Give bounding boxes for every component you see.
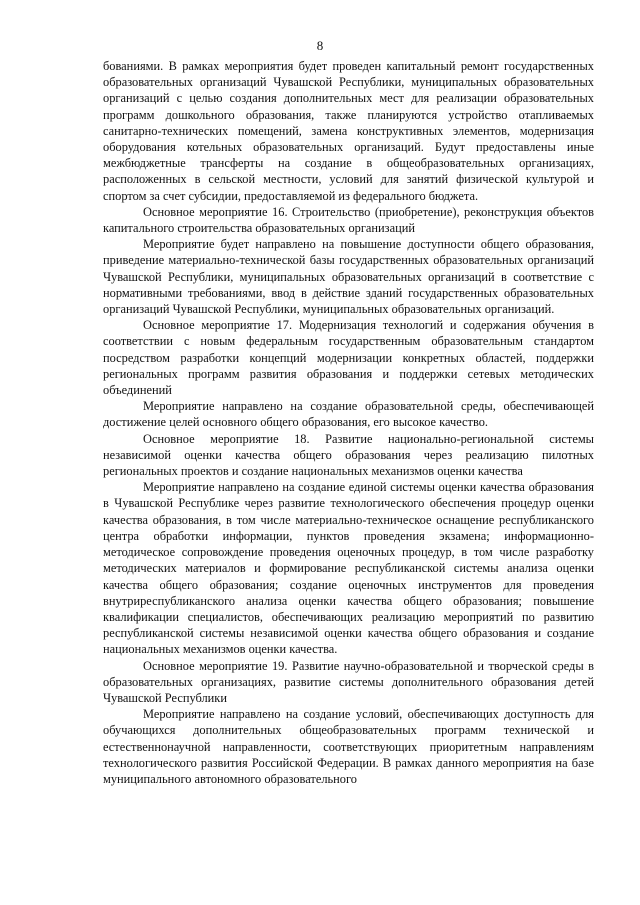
page-number: 8 [316, 38, 324, 53]
paragraph-measure-17-description: Мероприятие направлено на создание образовательной среды, обеспечивающей достижение целей основного общего образования, его высокое качество. [103, 399, 594, 430]
paragraph-continuation: бованиями. В рамках мероприятия будет проведен капитальный ремонт государственных образовательных организаций Чувашской Республики, муниципальных образовательных организаций с целью создания дополнительных мест для реализации образовательных программ дошкольного образования, также планируются устройство отапливаемых санитарно-технических помещений, замена конструктивных элементов, модернизация оборудования котельных образовательных организаций. Будут предоставлены иные межбюджетные трансферты на создание в общеобразовательных организациях, расположенных в сельской местности, условий для занятий физической культурой и спортом за счет субсидии, предоставляемой из федерального бюджета. [103, 59, 594, 203]
paragraph-measure-19-heading: Основное мероприятие 19. Развитие научно-образовательной и творческой среды в образовательных организациях, развитие системы дополнительного образования детей Чувашской Республики [103, 658, 594, 705]
paragraph-measure-18-heading: Основное мероприятие 18. Развитие национально-региональной системы независимой оценки качества общего образования через реализацию пилотных региональных проектов и создание национальных механизмов оценки качества [103, 431, 594, 479]
paragraph-measure-19-description: Мероприятие направлено на создание условий, обеспечивающих доступность для обучающихся дополнительных общеобразовательных программ технической и естественнонаучной направленности, соответствующих приоритетным направлениям технологического развития Российской Федерации. В рамках данного мероприятия на базе муниципального автономного образовательного [103, 707, 594, 786]
paragraph-measure-16-heading: Основное мероприятие 16. Строительство (приобретение), реконструкция объектов капитального строительства образовательных организаций [103, 204, 594, 236]
paragraph-measure-18-description: Мероприятие направлено на создание единой системы оценки качества образования в Чувашской Республике через развитие технологического обеспечения процедур оценки качества образования, в том числе материально-техническое оснащение республиканского центра обработки информации, пунктов проведения экзамена; информационно-методическое сопровождение проведения оценочных процедур, в том числе разработку методических материалов и формирование республиканской системы анализа оценки качества общего образования; создание оценочных инструментов для проведения внутриреспубликанского анализа оценки качества общего образования; повышение квалификации специалистов, обеспечивающих реализацию мероприятий по развитию республиканской системы независимой оценки качества общего образования и создание национальных механизмов оценки качества. [103, 480, 594, 657]
document-body [103, 58, 594, 787]
paragraph-measure-16-description: Мероприятие будет направлено на повышение доступности общего образования, приведение материально-технической базы государственных образовательных организаций Чувашской Республики, муниципальных образовательных организаций в соответствие с нормативными требованиями, ввод в действие зданий государственных образовательных организаций Чувашской Республики, муниципальных образовательных организаций. [103, 237, 594, 317]
paragraph-measure-17-heading: Основное мероприятие 17. Модернизация технологий и содержания обучения в соответствии с новым федеральным государственным образовательным стандартом посредством разработки концепций модернизации конкретных областей, поддержки региональных программ развития образования и поддержки сетевых методических объединений [103, 318, 594, 398]
